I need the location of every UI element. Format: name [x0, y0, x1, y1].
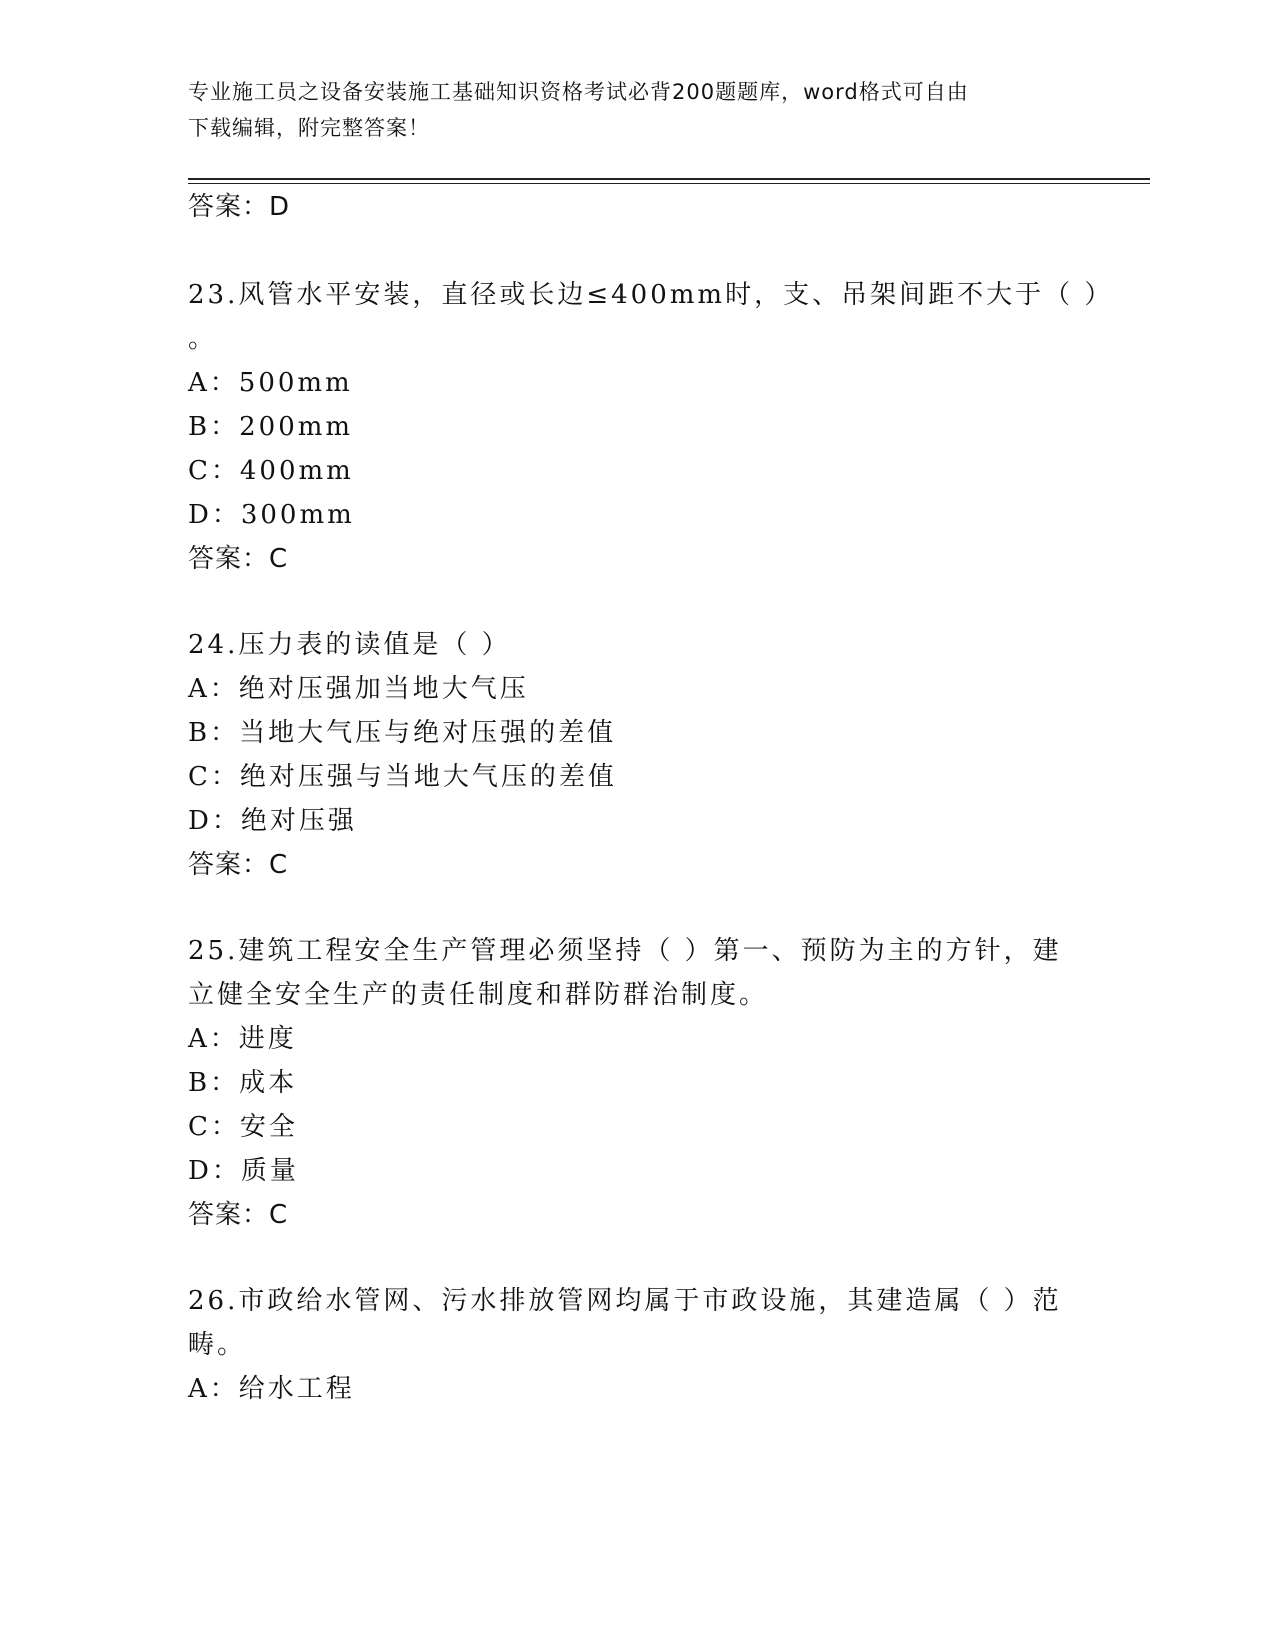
header-line-1: 专业施工员之设备安装施工基础知识资格考试必背200题题库，word格式可自由: [188, 80, 969, 104]
question-25-option-a: A：进度: [188, 1024, 297, 1054]
header-rule-thick: [188, 178, 1150, 180]
question-23-text-line-2: 。: [188, 324, 218, 354]
header-rule-thin: [188, 183, 1150, 184]
question-25-answer: 答案：C: [188, 1200, 289, 1230]
question-25-option-b: B：成本: [188, 1068, 298, 1098]
question-24-option-a: A：绝对压强加当地大气压: [188, 674, 529, 704]
question-23-answer: 答案：C: [188, 544, 289, 574]
question-25-option-d: D：质量: [188, 1156, 299, 1186]
question-26-text-line-1: 26.市政给水管网、污水排放管网均属于市政设施，其建造属（ ）范: [188, 1286, 1062, 1316]
question-24-answer: 答案：C: [188, 850, 289, 880]
question-24-option-b: B：当地大气压与绝对压强的差值: [188, 718, 617, 748]
document-header: [188, 74, 1088, 146]
question-23-option-b: B：200mm: [188, 412, 354, 442]
question-23-option-c: C：400mm: [188, 456, 354, 486]
header-line-2: 下载编辑，附完整答案！: [188, 116, 430, 140]
question-23-option-a: A：500mm: [188, 368, 353, 398]
question-24-option-d: D：绝对压强: [188, 806, 357, 836]
question-24-text-line-1: 24.压力表的读值是（ ）: [188, 630, 511, 660]
question-26-option-a: A：给水工程: [188, 1374, 355, 1404]
question-25-text-line-2: 立健全安全生产的责任制度和群防群治制度。: [188, 980, 769, 1010]
question-26-text-line-2: 畴。: [188, 1330, 247, 1360]
question-25-option-c: C：安全: [188, 1112, 298, 1142]
question-25-text-line-1: 25.建筑工程安全生产管理必须坚持（ ）第一、预防为主的方针，建: [188, 936, 1062, 966]
previous-answer: 答案：D: [188, 192, 291, 222]
question-23-text-line-1: 23.风管水平安装，直径或长边≤400mm时，支、吊架间距不大于（ ）: [188, 280, 1114, 310]
question-23-option-d: D：300mm: [188, 500, 355, 530]
question-24-option-c: C：绝对压强与当地大气压的差值: [188, 762, 617, 792]
